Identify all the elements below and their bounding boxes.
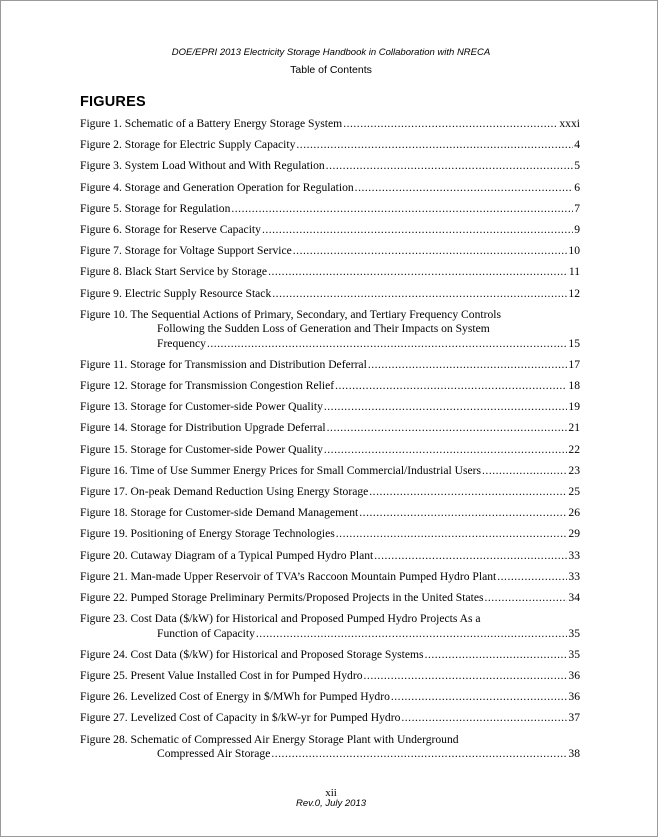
toc-entry-label: Figure 9. Electric Supply Resource Stack bbox=[80, 286, 272, 300]
toc-entry-page: 23 bbox=[568, 463, 580, 477]
toc-entry-label: Figure 19. Positioning of Energy Storage Technologies bbox=[80, 527, 335, 541]
revision-footer: Rev.0, July 2013 bbox=[295, 798, 367, 809]
toc-entry-page: 5 bbox=[574, 159, 580, 173]
toc-entry[interactable] bbox=[80, 181, 580, 196]
toc-entry-label: Figure 22. Pumped Storage Preliminary Permits/Proposed Projects in the United States bbox=[80, 590, 484, 604]
toc-entry-line bbox=[80, 711, 580, 726]
toc-entry-line bbox=[80, 591, 580, 606]
dot-leader bbox=[231, 202, 573, 217]
toc-entry-page: 33 bbox=[568, 548, 580, 562]
dot-leader bbox=[336, 527, 568, 542]
toc-entry-line bbox=[80, 464, 580, 479]
toc-entry-page: 21 bbox=[568, 421, 580, 435]
dot-leader bbox=[296, 138, 573, 153]
toc-entry-page: 10 bbox=[568, 244, 580, 258]
toc-entry-page: 38 bbox=[568, 747, 580, 761]
toc-entry-line bbox=[80, 138, 580, 153]
toc-entry-label: Figure 10. The Sequential Actions of Primary, Secondary, and Tertiary Frequency Controls bbox=[80, 307, 501, 321]
dot-leader bbox=[343, 117, 558, 132]
toc-entry[interactable] bbox=[80, 379, 580, 394]
toc-entry-label: Figure 28. Schematic of Compressed Air Energy Storage Plant with Underground bbox=[80, 732, 459, 746]
toc-entry-line bbox=[80, 570, 580, 585]
toc-entry-page: 36 bbox=[568, 669, 580, 682]
toc-entry-label: Figure 6. Storage for Reserve Capacity bbox=[80, 222, 261, 236]
toc-entry-line bbox=[80, 485, 580, 500]
dot-leader bbox=[335, 379, 567, 394]
toc-entry-label: Figure 5. Storage for Regulation bbox=[80, 201, 231, 215]
toc-entry[interactable] bbox=[80, 711, 580, 726]
table-of-figures bbox=[80, 117, 580, 768]
toc-entry-page: 29 bbox=[568, 527, 580, 541]
dot-leader bbox=[369, 485, 567, 500]
toc-entry-label: Figure 27. Levelized Cost of Capacity in $/kW-yr for Pumped Hydro bbox=[80, 711, 401, 725]
dot-leader bbox=[324, 443, 568, 458]
toc-entry-line bbox=[80, 181, 580, 196]
dot-leader bbox=[391, 690, 568, 705]
toc-entry-line bbox=[80, 527, 580, 542]
toc-entry[interactable] bbox=[80, 308, 580, 352]
dot-leader bbox=[425, 648, 568, 663]
toc-entry-line bbox=[80, 159, 580, 174]
toc-entry-page: 7 bbox=[574, 201, 580, 215]
toc-entry-page: 36 bbox=[568, 690, 580, 704]
toc-entry-page: 11 bbox=[568, 265, 580, 279]
toc-entry-line bbox=[80, 400, 580, 415]
dot-leader bbox=[272, 287, 567, 302]
toc-entry-line bbox=[80, 202, 580, 217]
toc-entry-label: Figure 13. Storage for Customer-side Power Quality bbox=[80, 400, 323, 414]
toc-entry-line bbox=[80, 443, 580, 458]
dot-leader bbox=[374, 549, 567, 564]
toc-entry-label: Figure 16. Time of Use Summer Energy Prices for Small Commercial/Industrial Users bbox=[80, 463, 482, 477]
toc-entry-label: Figure 11. Storage for Transmission and Distribution Deferral bbox=[80, 357, 367, 371]
toc-entry-line bbox=[80, 627, 580, 642]
toc-entry-page: 22 bbox=[568, 442, 580, 456]
toc-entry-label: Figure 14. Storage for Distribution Upgrade Deferral bbox=[80, 421, 326, 435]
toc-entry-line bbox=[80, 308, 580, 323]
toc-entry-label: Frequency bbox=[157, 336, 206, 350]
toc-entry-line bbox=[80, 287, 580, 302]
toc-entry-label: Figure 23. Cost Data ($/kW) for Historical and Proposed Pumped Hydro Projects As a bbox=[80, 612, 481, 626]
toc-entry-page: 6 bbox=[574, 180, 580, 194]
dot-leader bbox=[497, 570, 567, 585]
toc-entry[interactable] bbox=[80, 358, 580, 373]
page-number: xii bbox=[325, 787, 337, 799]
toc-entry-page: 35 bbox=[568, 647, 580, 661]
toc-entry-page: xxxi bbox=[559, 117, 580, 130]
toc-entry-label: Function of Capacity bbox=[157, 626, 255, 640]
document-header-subtitle: Table of Contents bbox=[290, 64, 372, 76]
toc-entry-label: Figure 4. Storage and Generation Operation for Regulation bbox=[80, 180, 354, 194]
toc-entry-line bbox=[80, 379, 580, 394]
document-header-title: DOE/EPRI 2013 Electricity Storage Handbook in Collaboration with NRECA bbox=[171, 47, 491, 58]
toc-entry-line bbox=[80, 506, 580, 521]
toc-entry[interactable] bbox=[80, 464, 580, 479]
toc-entry[interactable] bbox=[80, 117, 580, 132]
toc-entry-page: 34 bbox=[568, 590, 580, 604]
toc-entry-line bbox=[80, 117, 580, 132]
toc-entry-label: Figure 12. Storage for Transmission Congestion Relief bbox=[80, 379, 335, 393]
dot-leader bbox=[324, 400, 568, 415]
toc-entry[interactable] bbox=[80, 223, 580, 238]
dot-leader bbox=[293, 244, 568, 259]
dot-leader bbox=[364, 669, 568, 684]
toc-entry[interactable] bbox=[80, 549, 580, 564]
toc-entry[interactable] bbox=[80, 421, 580, 436]
toc-entry-page: 17 bbox=[568, 357, 580, 371]
toc-entry[interactable] bbox=[80, 733, 580, 762]
toc-entry-line bbox=[80, 337, 580, 352]
toc-entry[interactable] bbox=[80, 570, 580, 585]
toc-entry-line bbox=[80, 421, 580, 436]
dot-leader bbox=[268, 265, 568, 280]
toc-entry-label: Figure 21. Man-made Upper Reservoir of TVA’s Raccoon Mountain Pumped Hydro Plant bbox=[80, 569, 497, 583]
toc-entry-label: Figure 1. Schematic of a Battery Energy Storage System bbox=[80, 117, 343, 130]
toc-entry[interactable] bbox=[80, 612, 580, 641]
dot-leader bbox=[207, 337, 567, 352]
toc-entry-line bbox=[80, 612, 580, 627]
toc-entry[interactable] bbox=[80, 443, 580, 458]
toc-entry-page: 4 bbox=[574, 138, 580, 152]
dot-leader bbox=[256, 627, 568, 642]
toc-entry-line bbox=[80, 322, 580, 337]
toc-entry-label: Following the Sudden Loss of Generation and Their Impacts on System bbox=[157, 322, 490, 336]
toc-entry-page: 25 bbox=[568, 485, 580, 498]
dot-leader bbox=[262, 223, 573, 238]
toc-entry[interactable] bbox=[80, 265, 580, 280]
toc-entry-line bbox=[80, 733, 580, 748]
toc-entry[interactable] bbox=[80, 648, 580, 663]
dot-leader bbox=[368, 358, 568, 373]
toc-entry-label: Figure 26. Levelized Cost of Energy in $/MWh for Pumped Hydro bbox=[80, 690, 390, 704]
toc-entry[interactable] bbox=[80, 138, 580, 153]
toc-entry-line bbox=[80, 549, 580, 564]
toc-entry-label: Figure 20. Cutaway Diagram of a Typical Pumped Hydro Plant bbox=[80, 548, 374, 562]
dot-leader bbox=[359, 506, 567, 521]
toc-entry-label: Figure 3. System Load Without and With Regulation bbox=[80, 159, 325, 173]
toc-entry[interactable] bbox=[80, 159, 580, 174]
toc-entry-label: Figure 8. Black Start Service by Storage bbox=[80, 265, 268, 279]
toc-entry-page: 19 bbox=[568, 400, 580, 414]
toc-entry-line bbox=[80, 747, 580, 762]
dot-leader bbox=[327, 421, 568, 436]
toc-entry-page: 18 bbox=[568, 379, 580, 393]
toc-entry-line bbox=[80, 265, 580, 280]
toc-entry-page: 15 bbox=[568, 336, 580, 350]
toc-entry-page: 35 bbox=[568, 626, 580, 640]
toc-entry-line bbox=[80, 669, 580, 684]
toc-entry[interactable] bbox=[80, 400, 580, 415]
toc-entry-label: Figure 25. Present Value Installed Cost in for Pumped Hydro bbox=[80, 669, 363, 682]
toc-entry[interactable] bbox=[80, 202, 580, 217]
dot-leader bbox=[326, 159, 574, 174]
toc-entry-line bbox=[80, 358, 580, 373]
toc-entry-label: Figure 2. Storage for Electric Supply Capacity bbox=[80, 138, 296, 152]
toc-entry[interactable] bbox=[80, 527, 580, 542]
toc-entry-label: Figure 24. Cost Data ($/kW) for Historical and Proposed Storage Systems bbox=[80, 647, 424, 661]
toc-entry-line bbox=[80, 690, 580, 705]
dot-leader bbox=[482, 464, 567, 479]
toc-entry-label: Figure 15. Storage for Customer-side Power Quality bbox=[80, 442, 323, 456]
toc-entry[interactable] bbox=[80, 669, 580, 684]
toc-entry[interactable] bbox=[80, 244, 580, 259]
dot-leader bbox=[401, 711, 567, 726]
toc-entry-label: Figure 7. Storage for Voltage Support Service bbox=[80, 244, 292, 258]
toc-entry-page: 37 bbox=[568, 711, 580, 725]
toc-entry-label: Figure 18. Storage for Customer-side Demand Management bbox=[80, 506, 359, 520]
toc-entry[interactable] bbox=[80, 287, 580, 302]
toc-entry-line bbox=[80, 244, 580, 259]
toc-entry-page: 12 bbox=[568, 286, 580, 300]
toc-entry-page: 33 bbox=[568, 569, 580, 583]
toc-entry-page: 26 bbox=[568, 506, 580, 520]
toc-entry[interactable] bbox=[80, 506, 580, 521]
dot-leader bbox=[355, 181, 574, 196]
toc-entry-label: Compressed Air Storage bbox=[157, 747, 271, 761]
toc-entry[interactable] bbox=[80, 485, 580, 500]
dot-leader bbox=[484, 591, 567, 606]
toc-entry[interactable] bbox=[80, 690, 580, 705]
toc-entry[interactable] bbox=[80, 591, 580, 606]
toc-entry-line bbox=[80, 223, 580, 238]
toc-entry-page: 9 bbox=[574, 222, 580, 236]
toc-entry-line bbox=[80, 648, 580, 663]
section-title: FIGURES bbox=[80, 94, 146, 110]
toc-entry-label: Figure 17. On-peak Demand Reduction Using Energy Storage bbox=[80, 485, 369, 498]
dot-leader bbox=[271, 747, 567, 762]
